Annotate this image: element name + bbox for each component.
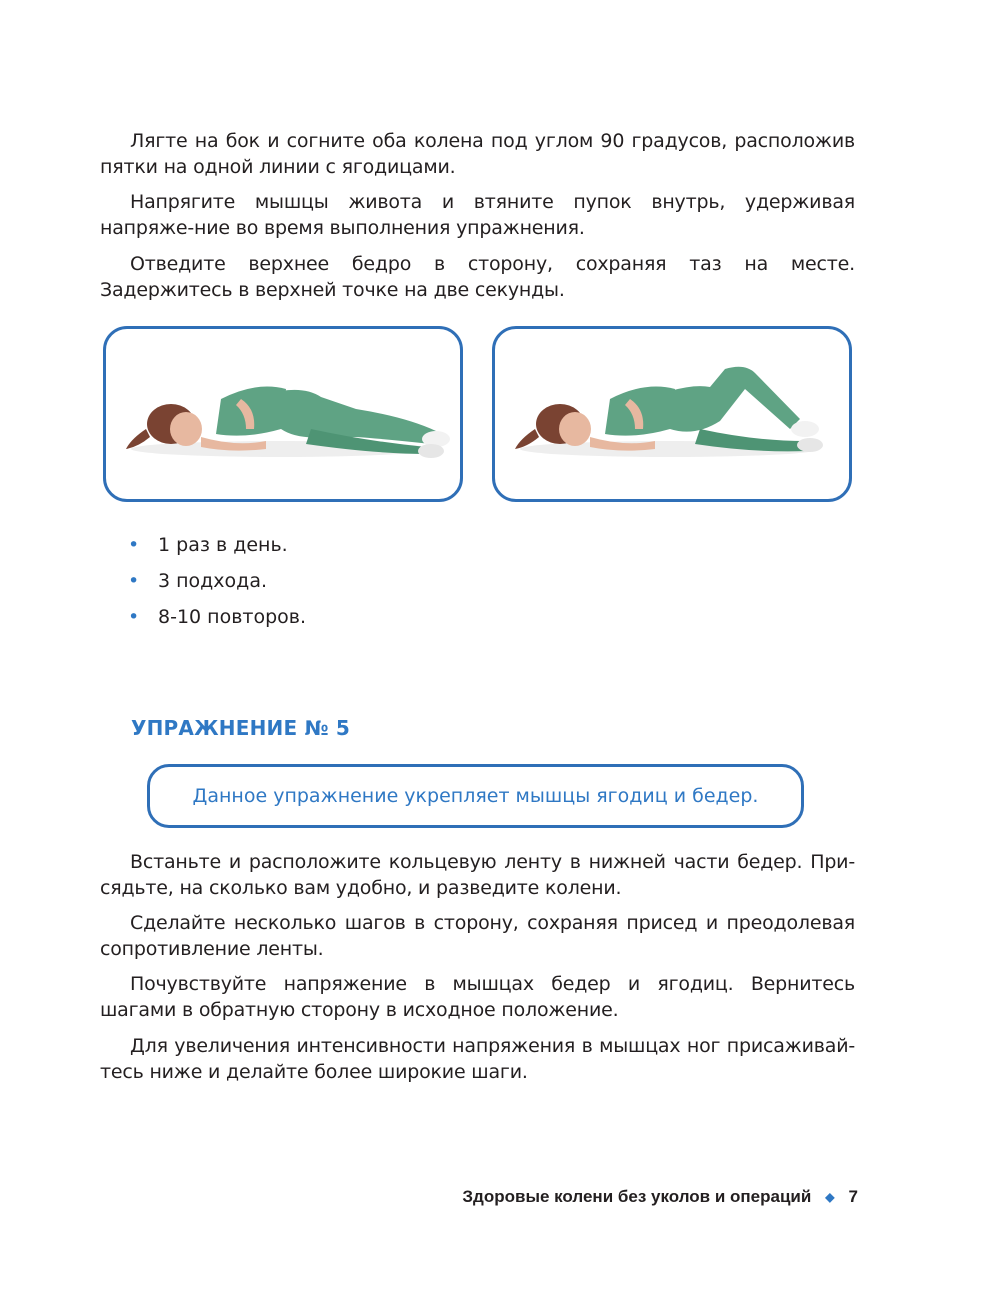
- list-item: • 1 раз в день.: [128, 534, 288, 556]
- exercise-schedule-list: [128, 533, 306, 641]
- page-number: 7: [848, 1187, 858, 1206]
- exercise-5-callout-box: [147, 764, 804, 828]
- intro-paragraph-3: Отведите верхнее бедро в сторону, сохраняя таз на месте. Задержитесь в верхней точке на две секунды.: [100, 253, 855, 301]
- bullet-icon: •: [128, 534, 140, 556]
- exercise-photo-start-position: [103, 326, 463, 502]
- bullet-icon: •: [128, 570, 140, 592]
- list-item: • 8-10 повторов.: [128, 606, 307, 628]
- intro-paragraph-1: Лягте на бок и согните оба колена под углом 90 градусов, расположив пятки на одной линии с ягодицами.: [100, 130, 855, 178]
- woman-lying-side-bent-knees-image: [106, 329, 460, 499]
- bullet-icon: •: [128, 606, 140, 628]
- woman-lying-side-hip-open-image: [495, 329, 849, 499]
- diamond-icon: ◆: [825, 1190, 835, 1204]
- exercise-photo-leg-raised: [492, 326, 852, 502]
- list-item: • 3 подхода.: [128, 570, 267, 592]
- exercise-5-paragraph-2: Сделайте несколько шагов в сторону, сохраняя присед и преодолевая сопротивление ленты.: [100, 912, 855, 960]
- page-footer: [462, 1187, 858, 1207]
- exercise-5-paragraph-1: Встаньте и расположите кольцевую ленту в нижней части бедер. При-сядьте, на сколько вам удобно, и разведите колени.: [100, 851, 855, 899]
- exercise-5-paragraph-4: Для увеличения интенсивности напряжения в мышцах ног присаживай-тесь ниже и делайте более широкие шаги.: [100, 1035, 855, 1083]
- exercise-5-heading: УПРАЖНЕНИЕ № 5: [131, 716, 351, 740]
- intro-paragraph-2: Напрягите мышцы живота и втяните пупок внутрь, удерживая напряже-ние во время выполнения упражнения.: [100, 191, 855, 239]
- exercise-5-paragraph-3: Почувствуйте напряжение в мышцах бедер и ягодиц. Вернитесь шагами в обратную сторону в исходное положение.: [100, 973, 855, 1021]
- callout-text: Данное упражнение укрепляет мышцы ягодиц и бедер.: [192, 785, 759, 807]
- book-title: Здоровые колени без уколов и операций: [462, 1187, 812, 1206]
